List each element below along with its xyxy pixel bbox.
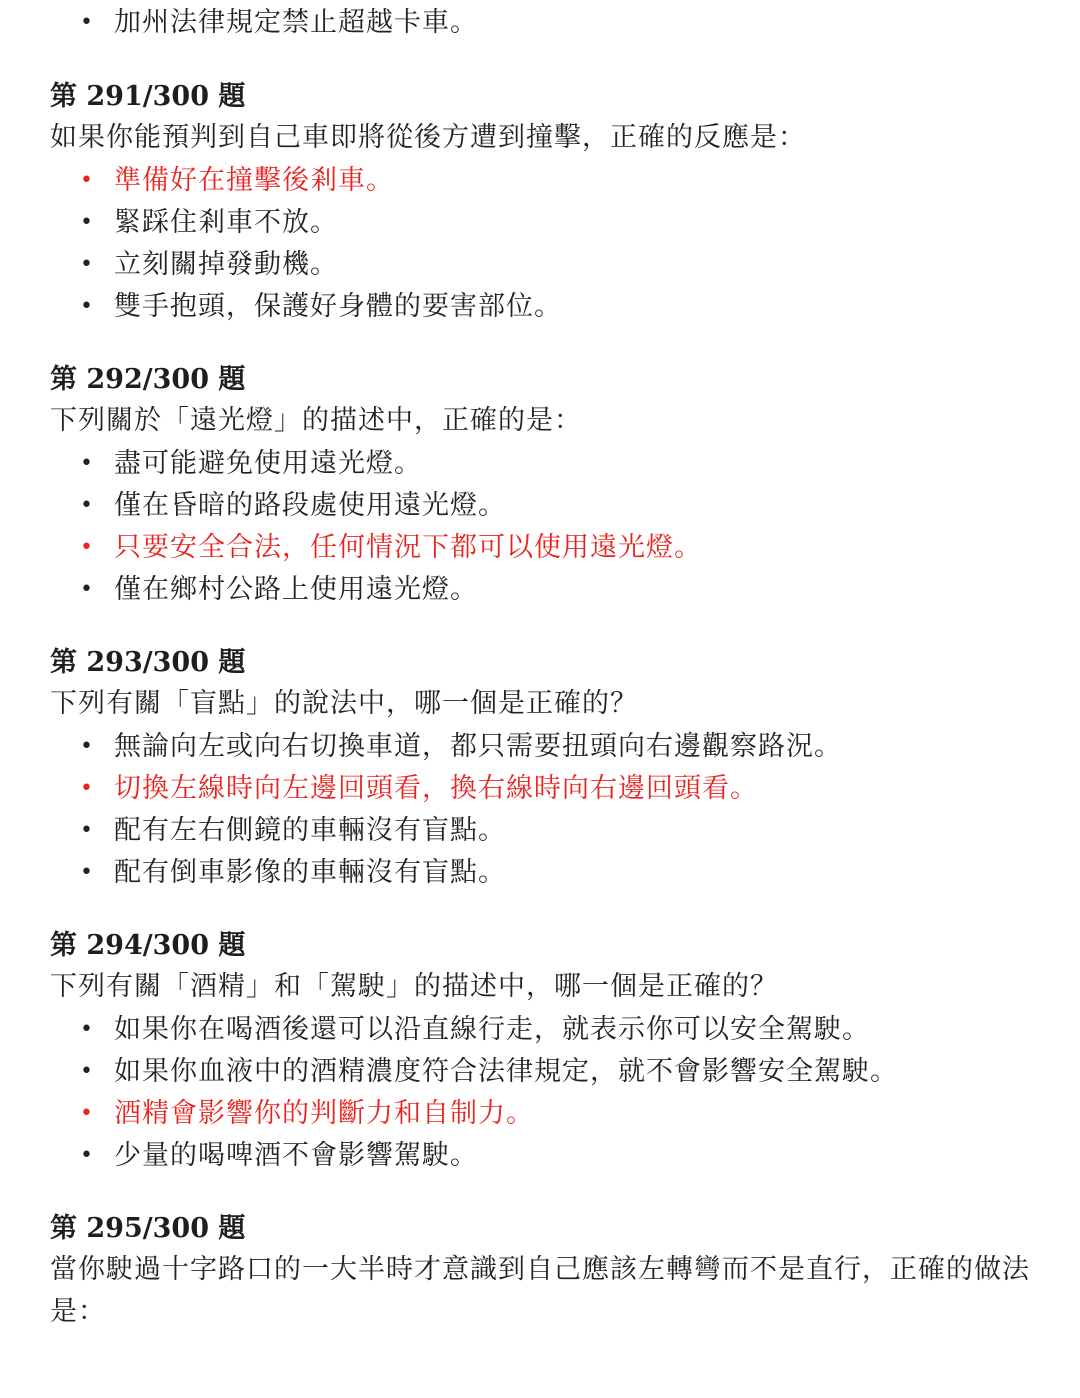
bullet-icon: • (80, 1059, 94, 1084)
answer-option (80, 2, 478, 44)
option-text: 只要安全合法，任何情況下都可以使用遠光燈。 (114, 532, 702, 563)
option-text: 如果你在喝酒後還可以沿直線行走，就表示你可以安全駕駛。 (114, 1014, 870, 1045)
bullet-icon: • (80, 493, 94, 518)
option-text: 加州法律規定禁止超越卡車。 (114, 7, 478, 38)
option-text: 配有倒車影像的車輛沒有盲點。 (114, 857, 506, 888)
bullet-icon: • (80, 734, 94, 759)
question-heading: 第 294/300 題 (50, 930, 246, 961)
option-text: 少量的喝啤酒不會影響駕駛。 (114, 1140, 478, 1171)
bullet-icon: • (80, 535, 94, 560)
bullet-icon: • (80, 168, 94, 193)
option-text: 雙手抱頭，保護好身體的要害部位。 (114, 291, 562, 322)
answer-option-correct (80, 1093, 534, 1135)
bullet-icon: • (80, 10, 94, 35)
answer-option (80, 443, 422, 485)
question-heading: 第 295/300 題 (50, 1213, 246, 1244)
option-text: 切換左線時向左邊回頭看，換右線時向右邊回頭看。 (114, 773, 758, 804)
question-text: 當你駛過十字路口的一大半時才意識到自己應該左轉彎而不是直行，正確的做法是： (50, 1254, 1030, 1327)
answer-option (80, 726, 842, 768)
bullet-icon: • (80, 210, 94, 235)
question-text: 下列關於「遠光燈」的描述中，正確的是： (50, 405, 582, 436)
bullet-icon: • (80, 294, 94, 319)
answer-option (80, 810, 506, 852)
bullet-icon: • (80, 451, 94, 476)
option-text: 無論向左或向右切換車道，都只需要扭頭向右邊觀察路況。 (114, 731, 842, 762)
option-text: 僅在鄉村公路上使用遠光燈。 (114, 574, 478, 605)
answer-option (80, 1135, 478, 1177)
option-text: 僅在昏暗的路段處使用遠光燈。 (114, 490, 506, 521)
question-heading: 第 293/300 題 (50, 647, 246, 678)
bullet-icon: • (80, 1017, 94, 1042)
option-text: 緊踩住剎車不放。 (114, 207, 338, 238)
answer-option-correct (80, 527, 702, 569)
question-text: 下列有關「酒精」和「駕駛」的描述中，哪一個是正確的？ (50, 971, 778, 1002)
answer-option (80, 286, 562, 328)
answer-option (80, 569, 478, 611)
answer-option (80, 485, 506, 527)
answer-option (80, 244, 338, 286)
answer-option-correct (80, 768, 758, 810)
bullet-icon: • (80, 860, 94, 885)
bullet-icon: • (80, 818, 94, 843)
bullet-icon: • (80, 1101, 94, 1126)
bullet-icon: • (80, 577, 94, 602)
question-heading: 第 291/300 題 (50, 81, 246, 112)
question-heading: 第 292/300 題 (50, 364, 246, 395)
option-text: 酒精會影響你的判斷力和自制力。 (114, 1098, 534, 1129)
bullet-icon: • (80, 1143, 94, 1168)
option-text: 如果你血液中的酒精濃度符合法律規定，就不會影響安全駕駛。 (114, 1056, 898, 1087)
answer-option-correct (80, 160, 394, 202)
answer-option (80, 1009, 870, 1051)
option-text: 立刻關掉發動機。 (114, 249, 338, 280)
bullet-icon: • (80, 776, 94, 801)
answer-option (80, 852, 506, 894)
answer-option (80, 202, 338, 244)
option-text: 準備好在撞擊後剎車。 (114, 165, 394, 196)
question-text: 如果你能預判到自己車即將從後方遭到撞擊，正確的反應是： (50, 122, 806, 153)
option-text: 配有左右側鏡的車輛沒有盲點。 (114, 815, 506, 846)
option-text: 盡可能避免使用遠光燈。 (114, 448, 422, 479)
answer-option (80, 1051, 898, 1093)
bullet-icon: • (80, 252, 94, 277)
question-text: 下列有關「盲點」的說法中，哪一個是正確的？ (50, 688, 638, 719)
